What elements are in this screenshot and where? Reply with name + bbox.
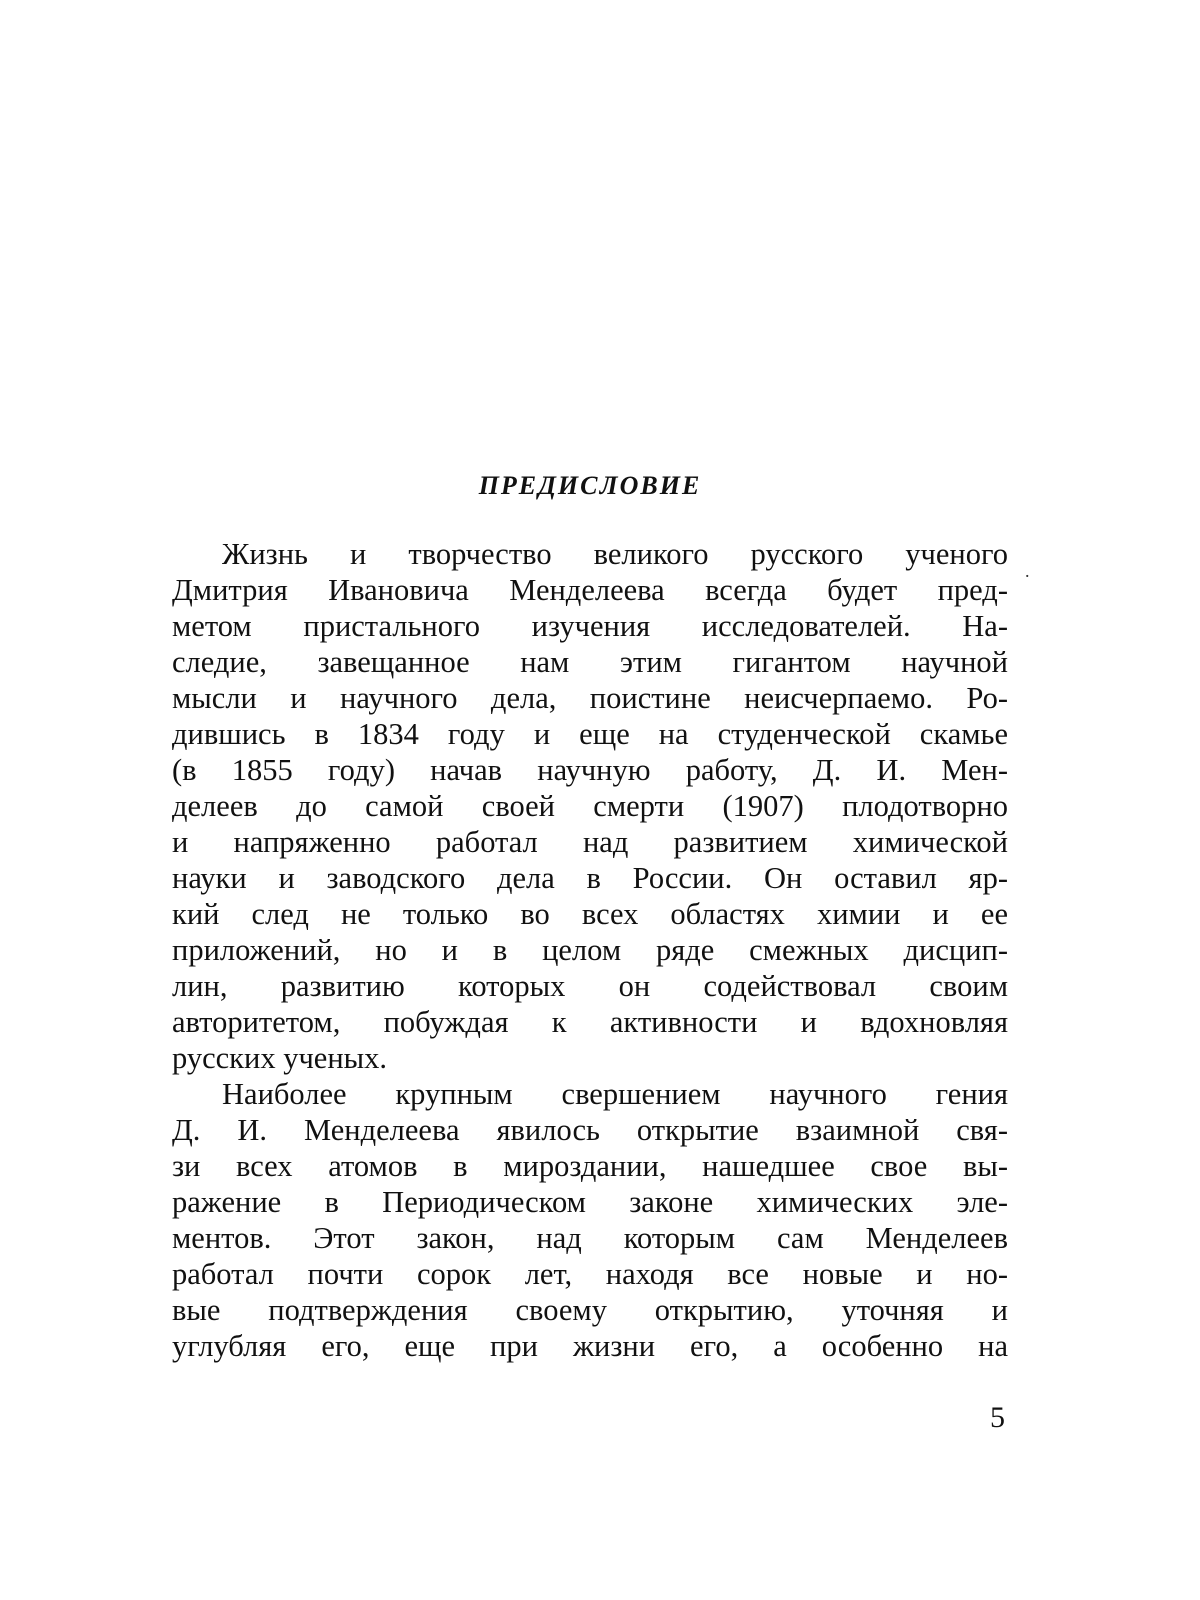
text-line: Наиболее крупным свершением научного гения xyxy=(222,1077,1008,1111)
text-line: углубляя его, еще при жизни его, а особенно на xyxy=(172,1329,1008,1363)
paragraph-1 xyxy=(172,536,1008,1076)
stray-print-mark: . xyxy=(1025,561,1030,581)
text-line: мысли и научного дела, поистине неисчерпаемо. Ро- xyxy=(172,681,1008,715)
text-line: приложений, но и в целом ряде смежных дисцип- xyxy=(172,933,1008,967)
page-number: 5 xyxy=(990,1401,1005,1434)
paragraph-2 xyxy=(172,1076,1008,1364)
text-line: делеев до самой своей смерти (1907) плодотворно xyxy=(172,789,1008,823)
text-line: Д. И. Менделеева явилось открытие взаимной свя- xyxy=(172,1113,1008,1147)
text-line: науки и заводского дела в России. Он оставил яр- xyxy=(172,861,1008,895)
text-line: и напряженно работал над развитием химической xyxy=(172,825,1008,859)
text-line: авторитетом, побуждая к активности и вдохновляя xyxy=(172,1005,1008,1039)
text-line: Дмитрия Ивановича Менделеева всегда будет пред- xyxy=(172,573,1008,607)
text-line: ражение в Периодическом законе химических эле- xyxy=(172,1185,1008,1219)
text-line: зи всех атомов в мироздании, нашедшее свое вы- xyxy=(172,1149,1008,1183)
section-heading: ПРЕДИСЛОВИЕ xyxy=(478,471,702,500)
text-line: ментов. Этот закон, над которым сам Менделеев xyxy=(172,1221,1008,1255)
text-line: лин, развитию которых он содействовал своим xyxy=(172,969,1008,1003)
text-line: дившись в 1834 году и еще на студенческой скамье xyxy=(172,717,1008,751)
text-line: вые подтверждения своему открытию, уточняя и xyxy=(172,1293,1008,1327)
text-line: кий след не только во всех областях химии и ее xyxy=(172,897,1008,931)
text-line: Жизнь и творчество великого русского ученого xyxy=(222,537,1008,571)
text-line: работал почти сорок лет, находя все новые и но- xyxy=(172,1257,1008,1291)
text-line: (в 1855 году) начав научную работу, Д. И. Мен- xyxy=(172,753,1008,787)
text-line: русских ученых. xyxy=(172,1041,388,1075)
text-line: следие, завещанное нам этим гигантом научной xyxy=(172,645,1008,679)
body-text xyxy=(172,536,1008,1364)
text-line: метом пристального изучения исследователей. На- xyxy=(172,609,1008,643)
